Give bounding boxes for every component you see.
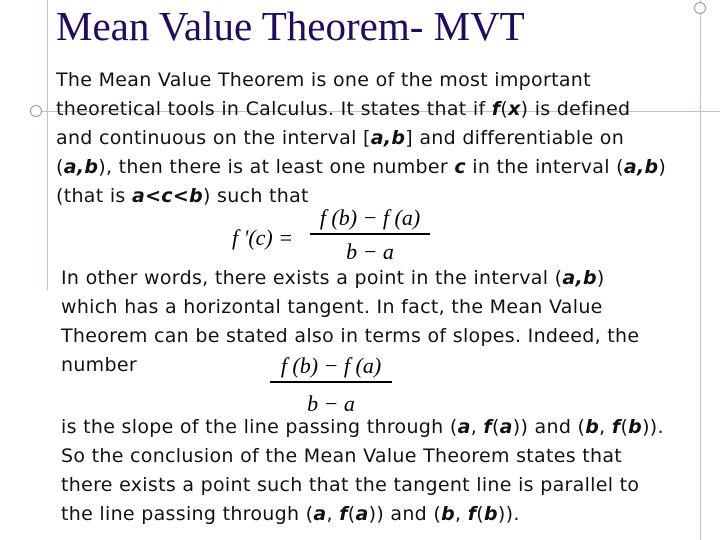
text-line: In other words, there exists a point in the interval (a,b): [61, 267, 605, 289]
text-line: (that is a<c<b) such that: [56, 185, 309, 207]
fraction-denominator: b − a: [346, 238, 394, 264]
text-line: theoretical tools in Calculus. It states that if f(x) is defined: [56, 98, 631, 120]
text-line: (a,b), then there is at least one number c in the interval (a,b): [56, 156, 667, 178]
fraction-denominator: b − a: [307, 390, 355, 416]
decorative-right-rule: [700, 0, 701, 540]
difference-quotient: [310, 205, 430, 265]
fraction-bar: [270, 381, 392, 383]
text-line: the line passing through (a, f(a)) and (b, f(b)).: [61, 503, 520, 525]
text-line: and continuous on the interval [a,b] and differentiable on: [56, 127, 625, 149]
text-line: number: [61, 354, 137, 376]
paragraph-statement: [56, 66, 666, 211]
decorative-vertical-rule: [47, 0, 48, 290]
fraction-numerator: f (b) − f (a): [280, 353, 382, 378]
text-line: The Mean Value Theorem is one of the most important: [56, 69, 591, 91]
text-line: is the slope of the line passing through (a, f(a)) and (b, f(b)).: [61, 416, 664, 438]
fraction-bar: [310, 233, 430, 235]
text-line: there exists a point such that the tangent line is parallel to: [61, 474, 640, 496]
paragraph-conclusion: [61, 413, 664, 529]
decorative-corner-circle: [694, 2, 706, 14]
slide-title: Mean Value Theorem- MVT: [56, 3, 525, 49]
fraction-numerator: f (b) − f (a): [319, 205, 421, 230]
text-line: which has a horizontal tangent. In fact, the Mean Value: [61, 296, 603, 318]
decorative-circle: [30, 105, 42, 117]
formula-lhs: f '(c) =: [232, 225, 294, 250]
text-line: Theorem can be stated also in terms of slopes. Indeed, the: [61, 325, 640, 347]
slope-formula: [270, 353, 392, 417]
text-line: So the conclusion of the Mean Value Theorem states that: [61, 445, 623, 467]
